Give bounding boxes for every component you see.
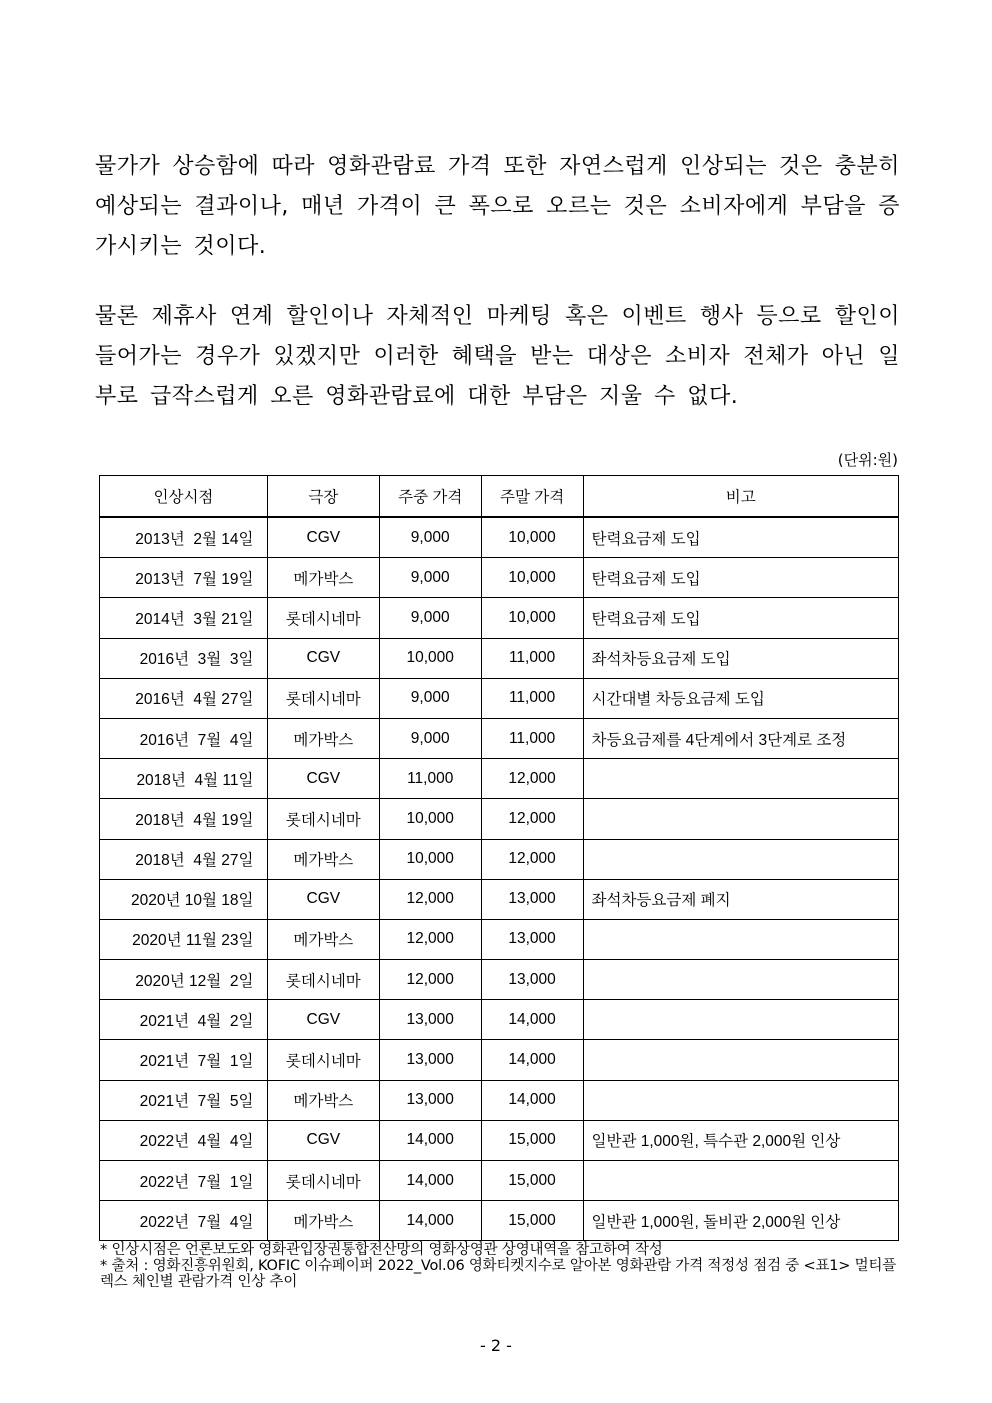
cell-weekend-price: 13,000 (481, 960, 583, 1000)
cell-date (100, 1201, 268, 1241)
cell-date (100, 759, 268, 799)
price-increase-table (99, 475, 899, 1241)
cell-theater: CGV (267, 879, 379, 919)
table-row (100, 718, 899, 758)
table-row (100, 759, 899, 799)
footnotes (100, 1242, 900, 1290)
cell-note (583, 839, 898, 879)
cell-weekday-price: 14,000 (379, 1161, 481, 1201)
cell-note: 일반관 1,000원, 돌비관 2,000원 인상 (583, 1201, 898, 1241)
table-row (100, 1000, 899, 1040)
date-text: 2020년 11월 23일 (132, 932, 254, 950)
date-text: 2022년 4월 4일 (139, 1133, 254, 1151)
cell-theater: 롯데시네마 (267, 799, 379, 839)
cell-weekday-price: 13,000 (379, 1040, 481, 1080)
cell-theater: CGV (267, 759, 379, 799)
cell-theater: CGV (267, 1000, 379, 1040)
table-row (100, 879, 899, 919)
table-row (100, 839, 899, 879)
cell-note: 탄력요금제 도입 (583, 598, 898, 638)
cell-weekend-price: 10,000 (481, 517, 583, 558)
cell-note (583, 1161, 898, 1201)
cell-note: 시간대별 차등요금제 도입 (583, 678, 898, 718)
table-row (100, 799, 899, 839)
cell-weekend-price: 12,000 (481, 839, 583, 879)
body-paragraph-1: 물가가 상승함에 따라 영화관람료 가격 또한 자연스럽게 인상되는 것은 충분히 예상되는 결과이나, 매년 가격이 큰 폭으로 오르는 것은 소비자에게 부담을 증가시키는 것이다. (95, 154, 900, 259)
cell-date (100, 879, 268, 919)
date-text: 2016년 3월 3일 (139, 651, 254, 669)
cell-weekday-price: 10,000 (379, 839, 481, 879)
cell-weekend-price: 10,000 (481, 598, 583, 638)
table-row (100, 678, 899, 718)
cell-weekday-price: 9,000 (379, 558, 481, 598)
cell-weekend-price: 12,000 (481, 759, 583, 799)
cell-date (100, 638, 268, 678)
cell-weekday-price: 12,000 (379, 879, 481, 919)
cell-theater: CGV (267, 1120, 379, 1160)
table-row (100, 638, 899, 678)
cell-theater: 메가박스 (267, 919, 379, 959)
cell-date (100, 919, 268, 959)
cell-note: 차등요금제를 4단계에서 3단계로 조정 (583, 718, 898, 758)
page-number: - 2 - (480, 1336, 512, 1355)
cell-weekend-price: 11,000 (481, 678, 583, 718)
cell-weekend-price: 15,000 (481, 1120, 583, 1160)
cell-weekend-price: 11,000 (481, 718, 583, 758)
table-row (100, 960, 899, 1000)
date-text: 2016년 4월 27일 (135, 691, 254, 709)
cell-date (100, 558, 268, 598)
cell-note: 탄력요금제 도입 (583, 517, 898, 558)
cell-weekday-price: 14,000 (379, 1120, 481, 1160)
cell-weekend-price: 10,000 (481, 558, 583, 598)
date-text: 2013년 2월 14일 (135, 530, 254, 548)
cell-note (583, 1080, 898, 1120)
table-row (100, 1040, 899, 1080)
table-row (100, 1120, 899, 1160)
cell-weekday-price: 9,000 (379, 598, 481, 638)
cell-weekday-price: 12,000 (379, 960, 481, 1000)
date-text: 2014년 3월 21일 (135, 610, 254, 628)
cell-note (583, 919, 898, 959)
table-row (100, 1080, 899, 1120)
cell-theater: 메가박스 (267, 1201, 379, 1241)
cell-note (583, 1000, 898, 1040)
cell-weekend-price: 11,000 (481, 638, 583, 678)
cell-theater: CGV (267, 517, 379, 558)
cell-weekday-price: 9,000 (379, 718, 481, 758)
cell-note (583, 799, 898, 839)
cell-weekday-price: 9,000 (379, 517, 481, 558)
cell-date (100, 1040, 268, 1080)
cell-weekday-price: 13,000 (379, 1000, 481, 1040)
cell-weekend-price: 12,000 (481, 799, 583, 839)
date-text: 2016년 7월 4일 (139, 731, 254, 749)
cell-weekend-price: 14,000 (481, 1040, 583, 1080)
table-row (100, 1161, 899, 1201)
date-text: 2013년 7월 19일 (135, 570, 254, 588)
date-text: 2020년 10월 18일 (130, 892, 254, 910)
header-theater: 극장 (267, 476, 379, 518)
cell-date (100, 678, 268, 718)
cell-date (100, 1000, 268, 1040)
cell-date (100, 799, 268, 839)
cell-date (100, 839, 268, 879)
cell-weekday-price: 11,000 (379, 759, 481, 799)
header-weekend-price: 주말 가격 (481, 476, 583, 518)
date-text: 2018년 4월 11일 (136, 771, 254, 789)
date-text: 2021년 7월 5일 (139, 1093, 254, 1111)
cell-weekday-price: 10,000 (379, 638, 481, 678)
table-row (100, 598, 899, 638)
footnote-1: * 인상시점은 언론보도와 영화관입장권통합전산망의 영화상영관 상영내역을 참고하여 작성 (100, 1242, 663, 1258)
table-unit-label: (단위:원) (837, 451, 898, 469)
cell-weekday-price: 9,000 (379, 678, 481, 718)
cell-theater: 메가박스 (267, 1080, 379, 1120)
cell-theater: 롯데시네마 (267, 598, 379, 638)
cell-note (583, 960, 898, 1000)
cell-weekend-price: 14,000 (481, 1000, 583, 1040)
header-date: 인상시점 (100, 476, 268, 518)
cell-weekday-price: 12,000 (379, 919, 481, 959)
cell-theater: 메가박스 (267, 839, 379, 879)
cell-weekend-price: 14,000 (481, 1080, 583, 1120)
header-weekday-price: 주중 가격 (379, 476, 481, 518)
date-text: 2018년 4월 27일 (135, 852, 254, 870)
cell-theater: 롯데시네마 (267, 1040, 379, 1080)
cell-weekday-price: 14,000 (379, 1201, 481, 1241)
body-paragraph-2: 물론 제휴사 연계 할인이나 자체적인 마케팅 혹은 이벤트 행사 등으로 할인이 들어가는 경우가 있겠지만 이러한 혜택을 받는 대상은 소비자 전체가 아닌 일부로 급작스럽게 오른 영화관람료에 대한 부담은 지울 수 없다. (95, 304, 900, 409)
date-text: 2018년 4월 19일 (135, 811, 254, 829)
cell-theater: 메가박스 (267, 718, 379, 758)
cell-theater: 롯데시네마 (267, 1161, 379, 1201)
date-text: 2021년 7월 1일 (139, 1053, 254, 1071)
cell-note: 탄력요금제 도입 (583, 558, 898, 598)
cell-note: 일반관 1,000원, 특수관 2,000원 인상 (583, 1120, 898, 1160)
cell-weekend-price: 13,000 (481, 919, 583, 959)
cell-date (100, 517, 268, 558)
cell-date (100, 1161, 268, 1201)
cell-weekday-price: 10,000 (379, 799, 481, 839)
cell-note: 좌석차등요금제 도입 (583, 638, 898, 678)
date-text: 2022년 7월 4일 (139, 1213, 254, 1231)
header-note: 비고 (583, 476, 898, 518)
cell-date (100, 1120, 268, 1160)
cell-date (100, 718, 268, 758)
cell-note: 좌석차등요금제 폐지 (583, 879, 898, 919)
table-row (100, 517, 899, 558)
cell-note (583, 759, 898, 799)
table-row (100, 1201, 899, 1241)
cell-date (100, 598, 268, 638)
cell-weekend-price: 13,000 (481, 879, 583, 919)
date-text: 2020년 12월 2일 (135, 972, 254, 990)
cell-theater: 메가박스 (267, 558, 379, 598)
cell-theater: CGV (267, 638, 379, 678)
date-text: 2022년 7월 1일 (139, 1173, 254, 1191)
table-header-row (100, 476, 899, 518)
date-text: 2021년 4월 2일 (139, 1012, 254, 1030)
cell-date (100, 960, 268, 1000)
cell-note (583, 1040, 898, 1080)
cell-date (100, 1080, 268, 1120)
footnote-source: * 출처 : 영화진흥위원회, KOFIC 이슈페이퍼 2022_Vol.06 영화티켓지수로 알아본 영화관람 가격 적정성 점검 중 <표1> 멀티플렉스 체인별 관람가격 인상 추이 (100, 1258, 897, 1290)
cell-weekend-price: 15,000 (481, 1201, 583, 1241)
cell-theater: 롯데시네마 (267, 960, 379, 1000)
cell-weekday-price: 13,000 (379, 1080, 481, 1120)
cell-theater: 롯데시네마 (267, 678, 379, 718)
cell-weekend-price: 15,000 (481, 1161, 583, 1201)
table-row (100, 558, 899, 598)
table-row (100, 919, 899, 959)
